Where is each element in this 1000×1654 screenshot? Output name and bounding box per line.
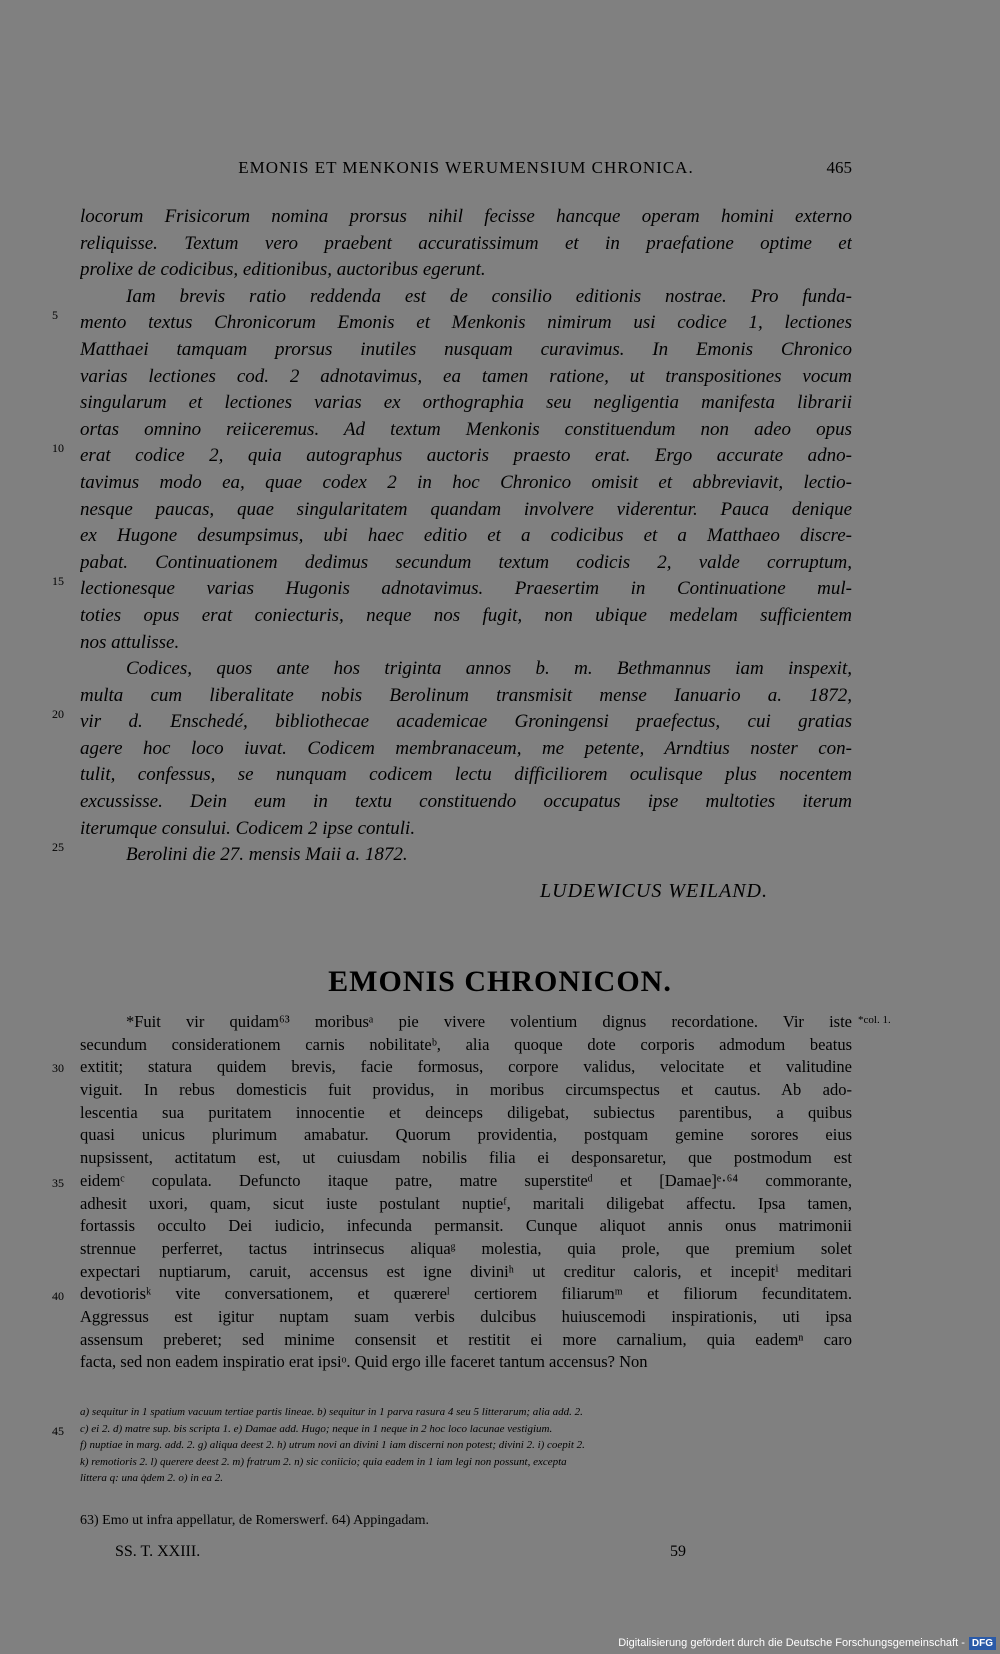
text-line: mento textus Chronicorum Emonis et Menkonis nimirum usi codice 1, lectiones bbox=[80, 312, 852, 334]
text-line: viguit. In rebus domesticis fuit providus, in moribus circumspectus et cautus. Ab ado- bbox=[80, 1080, 852, 1100]
text-line: Iam brevis ratio reddenda est de consilio editionis nostrae. Pro funda- bbox=[126, 285, 852, 307]
text-line: *Fuit vir quidam⁶³ moribusᵃ pie vivere volentium dignus recordatione. Vir iste bbox=[126, 1012, 852, 1031]
line-number: 20 bbox=[52, 707, 64, 721]
footnotes bbox=[80, 1404, 852, 1487]
line-number: 15 bbox=[52, 574, 64, 588]
text-line: agere hoc loco iuvat. Codicem membranaceum, me petente, Arndtius noster con- bbox=[80, 737, 852, 759]
text-line: nupsissent, actitatum est, ut cuiusdam nobilis filia ei desponsaretur, que postmodum est bbox=[80, 1148, 852, 1168]
dfg-banner bbox=[618, 1632, 1000, 1654]
running-head bbox=[80, 158, 852, 182]
editor-notes: 63) Emo ut infra appellatur, de Romerswerf. 64) Appingadam. bbox=[80, 1513, 429, 1528]
text-line: devotiorisᵏ vite conversationem, et quærereˡ certiorem filiarumᵐ et filiorum fecunditatem. bbox=[80, 1284, 852, 1304]
text-line: facta, sed non eadem inspiratio erat ipsiᵒ. Quid ergo ille faceret tantum accensus? Non bbox=[80, 1352, 648, 1372]
line-number: 40 bbox=[52, 1289, 64, 1303]
text-line: eidemᶜ copulata. Defuncto itaque patre, matre superstiteᵈ et [Damae]ᵉ·⁶⁴ commorante, bbox=[80, 1170, 852, 1190]
text-line: nos attulisse. bbox=[80, 631, 180, 653]
line-number: 10 bbox=[52, 441, 64, 455]
text-line: prolixe de codicibus, editionibus, auctoribus egerunt. bbox=[80, 259, 486, 281]
sheet-number: 59 bbox=[670, 1543, 686, 1560]
dfg-logo-icon: DFG bbox=[969, 1637, 996, 1650]
text-line: reliquisse. Textum vero praebent accuratissimum et in praefatione optime et bbox=[80, 232, 852, 254]
text-line: ortas omnino reiiceremus. Ad textum Menkonis constituendum non adeo opus bbox=[80, 418, 852, 440]
text-line: quasi unicus plurimum amabatur. Quorum providentia, postquam gemine sorores eius bbox=[80, 1125, 852, 1145]
text-line: vir d. Enschedé, bibliothecae academicae Groningensi praefectus, cui gratias bbox=[80, 711, 852, 733]
text-line: extitit; statura quidem brevis, facie formosus, corpore validus, velocitate et valitudine bbox=[80, 1057, 852, 1077]
footnote-line: a) sequitur in 1 spatium vacuum tertiae partis lineae. b) sequitur in 1 parva rasura 4 seu 5 litterarum; alia add. 2. bbox=[80, 1406, 583, 1418]
text-line: Aggressus est igitur nuptam suam verbis dulcibus huiuscemodi inspirationis, uti ipsa bbox=[80, 1306, 852, 1326]
text-line: varias lectiones cod. 2 adnotavimus, ea tamen ratione, ut transpositiones vocum bbox=[80, 365, 852, 387]
dfg-banner-text: Digitalisierung gefördert durch die Deutsche Forschungsgemeinschaft - bbox=[618, 1637, 965, 1649]
text-line: Codices, quos ante hos triginta annos b. m. Bethmannus iam inspexit, bbox=[126, 658, 852, 680]
text-line: lectionesque varias Hugonis adnotavimus. Praesertim in Continuatione mul- bbox=[80, 578, 852, 600]
footnote-line: c) ei 2. d) matre sup. bis scripta 1. e) Damae add. Hugo; neque in 1 neque in 2 hoc loco lacunae vestigium. bbox=[80, 1422, 553, 1435]
page-number: 465 bbox=[826, 158, 852, 177]
line-number: 30 bbox=[52, 1061, 64, 1075]
text-line: excussisse. Dein eum in textu constituendo occupatus ipse multoties iterum bbox=[80, 791, 852, 813]
column-marker: *col. 1. bbox=[858, 1014, 891, 1026]
text-line: Matthaei tamquam prorsus inutiles nusquam curavimus. In Emonis Chronico bbox=[80, 338, 852, 360]
line-number: 5 bbox=[52, 308, 58, 322]
footnote-line: littera q: una q̇dem 2. o) in ea 2. bbox=[80, 1472, 223, 1484]
text-line: toties opus erat coniecturis, neque nos fugit, non ubique medelam sufficientem bbox=[80, 604, 852, 626]
text-line: locorum Frisicorum nomina prorsus nihil fecisse hancque operam homini externo bbox=[80, 206, 852, 227]
text-line: secundum considerationem carnis nobilitateᵇ, alia quoque dote corporis admodum beatus bbox=[80, 1034, 852, 1054]
line-number: 35 bbox=[52, 1176, 64, 1190]
editorial-preface bbox=[80, 204, 852, 869]
text-line: pabat. Continuationem dedimus secundum textum codicis 2, valde corruptum, bbox=[80, 551, 852, 573]
text-line: assensum preberet; sed minime consensit et restitit ei more carnalium, quia eademⁿ caro bbox=[80, 1329, 852, 1349]
page-footer bbox=[115, 1543, 715, 1567]
text-line: ex Hugone desumpsimus, ubi haec editio et a codicibus et a Matthaeo discre- bbox=[80, 525, 852, 547]
text-line: Berolini die 27. mensis Maii a. 1872. bbox=[126, 844, 408, 866]
text-line: nesque paucas, quae singularitatem quandam involvere viderentur. Pauca denique bbox=[80, 498, 852, 520]
line-number: 25 bbox=[52, 840, 64, 854]
text-line: adhesit uxori, quam, sicut iuste postulant nuptieᶠ, maritali diligebat affectu. Ipsa tamen, bbox=[80, 1193, 852, 1213]
text-line: iterumque consului. Codicem 2 ipse contuli. bbox=[80, 817, 416, 839]
running-title: EMONIS ET MENKONIS WERUMENSIUM CHRONICA. bbox=[238, 158, 694, 177]
text-line: singularum et lectiones varias ex orthographia seu negligentia manifesta librarii bbox=[80, 392, 852, 414]
text-line: strennue perferret, tactus intrinsecus aliquaᵍ molestia, quia prole, que premium solet bbox=[80, 1238, 852, 1258]
text-line: fortassis occulto Dei iudicio, infecunda permansit. Cunque aliquot annis onus matrimonii bbox=[80, 1216, 852, 1236]
editor-signature: LUDEWICUS WEILAND. bbox=[540, 880, 768, 902]
signature-mark: SS. T. XXIII. bbox=[115, 1543, 201, 1560]
footnote-line: f) nuptiae in marg. add. 2. g) aliqua deest 2. h) utrum novi an divini 1 iam discerni non potest; divini 2. i) coepit 2. bbox=[80, 1439, 585, 1451]
text-line: lescentia sua puritatem innocentie et deinceps diligebat, subiectus parentibus, a quibus bbox=[80, 1102, 852, 1122]
text-line: tulit, confessus, se nunquam codicem lectu difficiliorem oculisque plus nocentem bbox=[80, 764, 852, 786]
chronicon-title: EMONIS CHRONICON. bbox=[328, 965, 672, 998]
text-line: erat codice 2, quia autographus auctoris praesto erat. Ergo accurate adno- bbox=[80, 445, 852, 467]
line-number: 45 bbox=[52, 1424, 64, 1438]
text-line: multa cum liberalitate nobis Berolinum transmisit mense Ianuario a. 1872, bbox=[80, 684, 852, 706]
text-line: expectari nuptiarum, caruit, accensus est igne diviniʰ ut creditur caloris, et incepitⁱ meditari bbox=[80, 1261, 852, 1281]
chronicon-text bbox=[80, 1011, 852, 1374]
text-line: tavimus modo ea, quae codex 2 in hoc Chronico omisit et abbreviavit, lectio- bbox=[80, 471, 852, 493]
footnote-line: k) remotioris 2. l) querere deest 2. m) fratrum 2. n) sic coniicio; quia eadem in 1 iam legi non possunt, excepta bbox=[80, 1455, 567, 1468]
